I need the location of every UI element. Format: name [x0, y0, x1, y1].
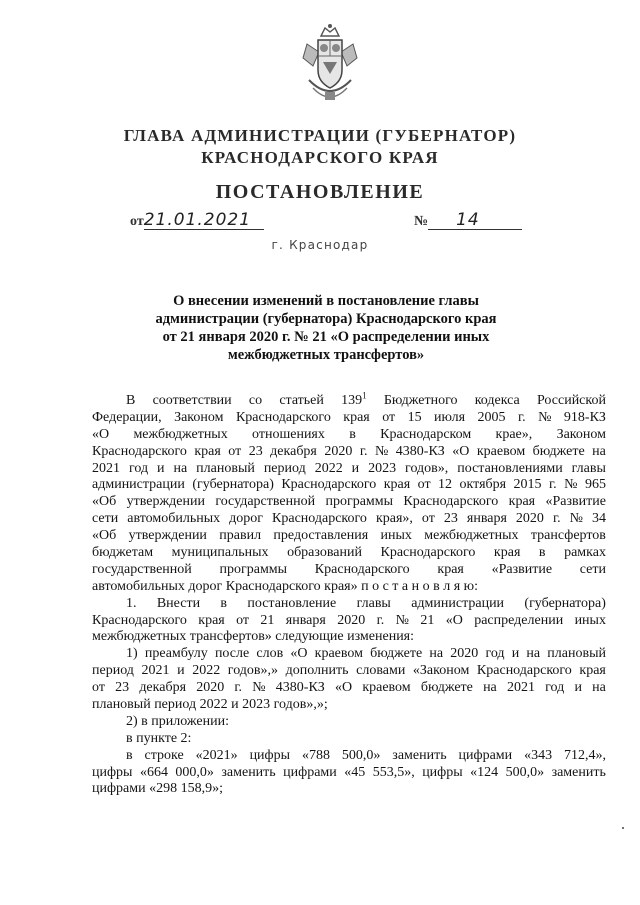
body-word: Законом — [556, 426, 606, 442]
body-word: образований — [287, 545, 362, 561]
body-word: В — [126, 393, 136, 408]
body-word: заменить — [392, 747, 447, 763]
body-word: год — [545, 680, 565, 696]
body-word: г. — [376, 612, 385, 628]
body-word: дополнить — [285, 663, 349, 679]
body-word: краевом — [314, 646, 363, 662]
body-line — [92, 410, 606, 427]
body-word: края — [198, 612, 225, 628]
body-word: постановлениями — [457, 460, 563, 476]
body-word: на — [592, 680, 606, 696]
body-word: цифрами — [283, 764, 337, 780]
body-word: края», — [375, 511, 413, 527]
body-word: № — [395, 612, 409, 628]
body-word: «Об — [92, 528, 117, 544]
body-word: автомобильных — [127, 511, 221, 527]
body-word: в — [538, 545, 546, 561]
body-word: № — [564, 477, 578, 493]
body-word: 12 — [438, 477, 453, 493]
body-word: на — [429, 646, 444, 662]
number-row — [414, 211, 522, 230]
body-text: 2) в приложении: — [126, 713, 229, 729]
body-line — [92, 545, 606, 562]
body-word: и — [157, 460, 165, 476]
body-word: межбюджетных — [424, 528, 519, 544]
body-word: плановый — [196, 460, 255, 476]
body-word: заменить — [221, 764, 276, 780]
body-word: от — [417, 477, 431, 493]
body-word: (губернатора) — [524, 595, 606, 611]
body-word: программы — [219, 561, 288, 577]
body-text: в пункте 2: — [126, 730, 192, 746]
body-word: 1. — [126, 595, 137, 611]
body-word: иных — [380, 528, 412, 544]
body-word: в — [220, 595, 228, 611]
body-word: «788 — [301, 747, 330, 763]
body-word: Краснодарского — [281, 477, 377, 493]
body-word: от — [382, 409, 396, 425]
body-text: цифрами «298 158,9»; — [92, 781, 224, 797]
body-word: 2020 — [196, 680, 225, 696]
body-word: на — [592, 443, 606, 459]
body-word: период — [92, 663, 134, 679]
body-line — [92, 528, 606, 545]
body-word: цифры — [92, 764, 133, 780]
body-line — [92, 444, 606, 461]
body-word: заменить — [551, 764, 606, 780]
body-word: межбюджетных — [133, 426, 228, 442]
body-word: 712,4», — [564, 747, 606, 763]
body-word: программы — [325, 494, 394, 510]
body-word: распределении — [474, 612, 564, 628]
body-word: $139^1$ — [341, 390, 367, 408]
body-word: главы — [356, 595, 391, 611]
body-word: цифры — [249, 747, 291, 763]
body-word: бюджете — [532, 443, 585, 459]
body-word: трансфертов — [530, 528, 606, 544]
body-word: «О — [290, 646, 308, 662]
title-line: О внесении изменений в постановление главы — [173, 293, 479, 309]
body-word: Краснодарского — [380, 545, 476, 561]
body-word: кодекса — [474, 393, 520, 408]
body-word: «Об — [92, 494, 117, 510]
body-word: администрации — [92, 477, 185, 493]
body-word: год — [128, 460, 149, 476]
document-title — [140, 292, 512, 364]
body-word: и — [511, 646, 520, 662]
body-line — [92, 579, 606, 596]
body-word: Краснодарского — [92, 612, 187, 628]
body-word: 1) — [126, 646, 138, 662]
body-word: правил — [219, 528, 262, 544]
body-word: 21 — [420, 612, 435, 628]
body-word: 23 — [248, 443, 263, 459]
body-word: декабря — [270, 443, 317, 459]
body-line — [92, 494, 606, 511]
body-word: государственной — [215, 494, 316, 510]
body-word: строке — [144, 747, 184, 763]
body-word: 2021 — [92, 460, 120, 476]
body-line — [92, 629, 606, 646]
body-word: отношениях — [252, 426, 325, 442]
date-row — [130, 211, 264, 230]
body-word: плановый — [547, 646, 606, 662]
body-line — [92, 731, 606, 748]
body-word: Краснодарского — [403, 494, 499, 510]
body-line — [92, 562, 606, 579]
body-line — [92, 596, 606, 613]
body-word: 2020 — [337, 612, 366, 628]
body-word: 15 — [407, 409, 422, 425]
body-word: администрации — [411, 595, 505, 611]
body-word: 23 — [115, 680, 130, 696]
body-word: слов — [256, 646, 284, 662]
body-word: соответствии — [152, 393, 232, 408]
body-line — [92, 613, 606, 630]
body-word: Федерации, — [92, 409, 162, 425]
body-word: края — [437, 561, 464, 577]
title-line: межбюджетных трансфертов» — [227, 347, 425, 363]
superscript: 1 — [362, 390, 367, 401]
body-word: 2022 — [192, 663, 221, 679]
body-word: от — [228, 443, 242, 459]
body-word: 2022 — [314, 460, 343, 476]
body-word: бюджете — [370, 646, 423, 662]
body-word: главы — [571, 460, 606, 476]
org-name-line2: КРАСНОДАРСКОГО КРАЯ — [201, 148, 439, 167]
body-word: от — [92, 680, 105, 696]
body-line — [92, 427, 606, 444]
body-word: 500,0» — [341, 747, 381, 763]
body-word: «124 — [470, 764, 499, 780]
body-word: предоставления — [273, 528, 369, 544]
body-word: (губернатора) — [192, 477, 274, 493]
body-word: 000,0» — [175, 764, 214, 780]
body-word: 918-КЗ — [563, 409, 606, 425]
body-word: «О — [335, 680, 353, 696]
body-word: 4380-КЗ — [395, 443, 445, 459]
number-prefix: № — [414, 214, 429, 229]
body-word: Краснодарского — [92, 443, 187, 459]
body-word: Внести — [156, 595, 201, 611]
body-line — [92, 511, 606, 528]
body-word: преамбулу — [144, 646, 208, 662]
body-word: муниципальных — [171, 545, 269, 561]
body-word: «О — [452, 443, 470, 459]
city-line: г. Краснодар — [271, 238, 369, 252]
body-word: рамках — [564, 545, 606, 561]
body-line — [92, 680, 606, 697]
body-word: и — [574, 680, 582, 696]
body-word: и — [177, 663, 185, 679]
body-word: Краснодарском — [380, 426, 472, 442]
title-line: администрации (губернатора) Краснодарского края — [155, 311, 497, 327]
body-word: на — [173, 460, 188, 476]
body-word: января — [466, 511, 507, 527]
body-word: «2021» — [195, 747, 238, 763]
body-word: 2020 — [515, 511, 544, 527]
body-word: № — [569, 511, 583, 527]
body-word: на — [483, 680, 497, 696]
body-word: октября — [459, 477, 507, 493]
body-word: «О — [445, 612, 463, 628]
body-word: г. — [552, 511, 561, 527]
body-word: края — [579, 663, 606, 679]
body-text: межбюджетных трансфертов» следующие изменения: — [92, 629, 415, 645]
body-word: г. — [234, 680, 243, 696]
body-word: Бюджетного — [383, 393, 458, 408]
body-text: автомобильных дорог Краснодарского края» п о с т а н о в л я ю: — [92, 578, 479, 594]
body-word: № — [374, 443, 389, 459]
body-word: «Развитие — [491, 561, 553, 577]
body-word: от — [236, 612, 250, 628]
body-word: словами — [356, 663, 406, 679]
body-word: на — [526, 646, 541, 662]
body-word: 4380-КЗ — [275, 680, 325, 696]
body-line — [92, 714, 606, 731]
body-word: утверждении — [128, 528, 207, 544]
body-word: Краснодарского — [235, 409, 331, 425]
body-line — [92, 748, 606, 765]
body-word: крае», — [495, 426, 533, 442]
body-word: 2021 — [141, 663, 170, 679]
body-word: и — [351, 460, 360, 476]
body-word: утверждении — [126, 494, 205, 510]
title-line: от 21 января 2020 г. № 21 «О распределении иных — [162, 329, 490, 345]
body-word: Российской — [536, 393, 606, 408]
body-word: края — [383, 477, 411, 493]
body-word: годов», — [405, 460, 449, 476]
body-word: 500,0» — [505, 764, 545, 780]
body-word: постановление — [247, 595, 337, 611]
body-word: Законом — [174, 409, 224, 425]
body-word: декабря — [139, 680, 187, 696]
body-word: период — [263, 460, 306, 476]
body-word: год — [485, 646, 505, 662]
scan-speck — [622, 827, 624, 829]
body-word: 2020 — [324, 443, 353, 459]
body-word: края — [194, 443, 221, 459]
body-line — [92, 765, 606, 782]
body-word: Краснодарского — [476, 663, 572, 679]
body-line — [92, 697, 606, 714]
body-word: «664 — [139, 764, 168, 780]
body-word: иных — [574, 612, 606, 628]
document-body — [92, 390, 606, 798]
body-word: № — [538, 409, 552, 425]
document-type: ПОСТАНОВЛЕНИЕ — [215, 181, 425, 203]
coat-of-arms-emblem — [299, 22, 361, 106]
body-word: 2023 — [368, 460, 397, 476]
body-word: в — [349, 426, 356, 442]
body-line — [92, 477, 606, 494]
body-line — [92, 663, 606, 680]
body-word: «О — [92, 426, 110, 442]
body-line — [92, 781, 606, 798]
body-word: Краснодарского — [272, 511, 367, 527]
body-word: края — [493, 545, 521, 561]
body-word: в — [126, 747, 133, 763]
body-word: бюджетам — [92, 545, 154, 561]
body-word: 2021 — [506, 680, 535, 696]
body-word: января — [285, 612, 326, 628]
body-word: «45 — [344, 764, 366, 780]
body-word: июля — [434, 409, 466, 425]
body-word: 553,5», — [372, 764, 415, 780]
body-word: г. — [517, 409, 526, 425]
body-word: статьей — [279, 393, 324, 408]
body-word: 34 — [592, 511, 606, 527]
body-word: цифры — [422, 764, 463, 780]
number-handwritten: 14 — [428, 211, 522, 230]
body-word: 965 — [584, 477, 606, 493]
body-word: дорог — [229, 511, 264, 527]
date-prefix: от — [130, 214, 144, 229]
body-line — [92, 461, 606, 478]
body-word: цифрами — [458, 747, 513, 763]
body-word: государственной — [92, 561, 192, 577]
body-line — [92, 390, 606, 410]
body-word: годов»,» — [227, 663, 279, 679]
body-word: от — [421, 511, 435, 527]
body-word: 21 — [260, 612, 275, 628]
body-word: Краснодарского — [314, 561, 410, 577]
date-handwritten: 21.01.2021 — [144, 211, 264, 230]
body-word: края — [508, 494, 536, 510]
body-word: сети — [579, 561, 606, 577]
body-word: краевом — [362, 680, 411, 696]
body-word: г. — [549, 477, 557, 493]
body-text: плановый период 2022 и 2023 годов»,»; — [92, 697, 328, 713]
body-word: сети — [92, 511, 119, 527]
body-word: «Развитие — [545, 494, 606, 510]
body-word: 2020 — [450, 646, 479, 662]
body-word: г. — [359, 443, 368, 459]
body-word: после — [214, 646, 250, 662]
body-line — [92, 646, 606, 663]
org-name-line1: ГЛАВА АДМИНИСТРАЦИИ (ГУБЕРНАТОР) — [123, 126, 517, 145]
body-word: 23 — [443, 511, 458, 527]
body-word: «343 — [524, 747, 553, 763]
body-word: 2005 — [477, 409, 506, 425]
body-word: № — [252, 680, 266, 696]
body-word: краевом — [476, 443, 526, 459]
body-word: «Законом — [412, 663, 470, 679]
body-word: 2015 — [513, 477, 542, 493]
body-word: края — [343, 409, 370, 425]
body-word: бюджете — [420, 680, 473, 696]
body-word: со — [248, 393, 263, 408]
